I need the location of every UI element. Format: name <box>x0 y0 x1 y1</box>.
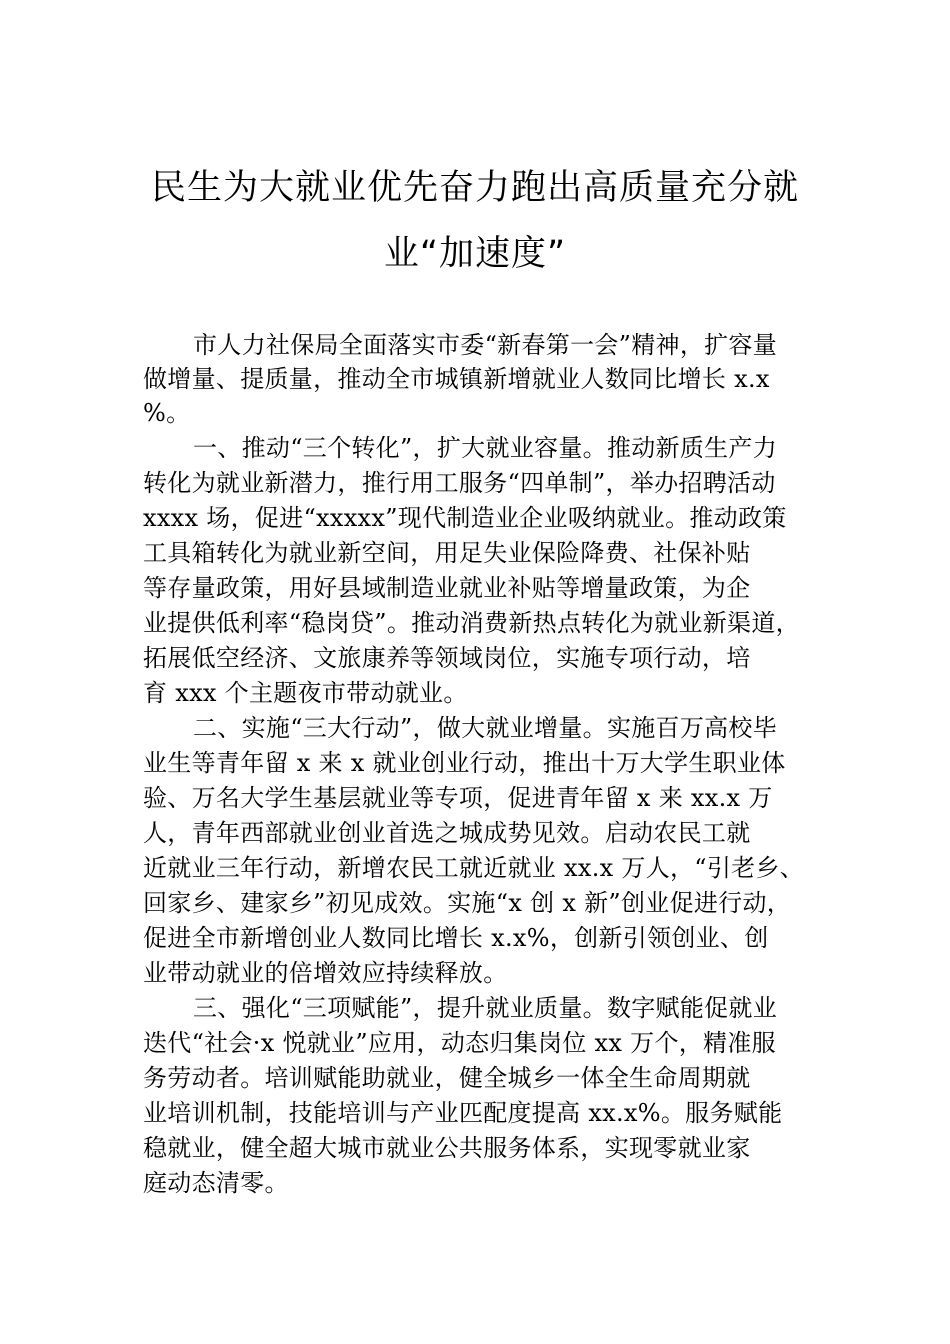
body-line: 育 xxx 个主题夜市带动就业。 <box>143 679 468 707</box>
body-line: 市人力社保局全面落实市委“新春第一会”精神，扩容量 <box>193 331 778 359</box>
body-line: 拓展低空经济、文旅康养等领域岗位，实施专项行动，培 <box>143 644 751 672</box>
body-line: 业生等青年留 x 来 x 就业创业行动，推出十万大学生职业体 <box>143 749 786 777</box>
body-line: 业培训机制，技能培训与产业匹配度提高 xx.x%。服务赋能 <box>143 1099 783 1127</box>
body-line: xxxx 场，促进“xxxxx”现代制造业企业吸纳就业。推动政策 <box>143 504 787 532</box>
body-line: 一、推动“三个转化”，扩大就业容量。推动新质生产力 <box>193 434 778 462</box>
body-line: 等存量政策，用好县域制造业就业补贴等增量政策，为企 <box>143 574 751 602</box>
body-line: 二、实施“三大行动”，做大就业增量。实施百万高校毕 <box>193 714 778 742</box>
body-line: 人，青年西部就业创业首选之城成势见效。启动农民工就 <box>143 819 751 847</box>
body-line: 稳就业，健全超大城市就业公共服务体系，实现零就业家 <box>143 1134 751 1162</box>
body-line: 务劳动者。培训赋能助就业，健全城乡一体全生命周期就 <box>143 1064 751 1092</box>
document-title-line-2: 业“加速度” <box>383 234 567 274</box>
body-line: 近就业三年行动，新增农民工就近就业 xx.x 万人，“引老乡、 <box>143 854 805 882</box>
body-line: 做增量、提质量，推动全市城镇新增就业人数同比增长 x.x <box>143 365 770 393</box>
body-line: 回家乡、建家乡”初见成效。实施“x 创 x 新”创业促进行动， <box>143 889 792 917</box>
body-line: 业带动就业的倍增效应持续释放。 <box>143 959 508 987</box>
body-line: 工具箱转化为就业新空间，用足失业保险降费、社保补贴 <box>143 539 751 567</box>
body-line: 三、强化“三项赋能”，提升就业质量。数字赋能促就业 <box>193 994 778 1022</box>
body-line: 迭代“社会·x 悦就业”应用，动态归集岗位 xx 万个，精准服 <box>143 1029 776 1057</box>
body-line: 验、万名大学生基层就业等专项，促进青年留 x 来 xx.x 万 <box>143 784 773 812</box>
body-line: 业提供低利率“稳岗贷”。推动消费新热点转化为就业新渠道， <box>143 609 800 637</box>
body-line: %。 <box>143 399 191 427</box>
body-line: 转化为就业新潜力，推行用工服务“四单制”，举办招聘活动 <box>143 469 776 497</box>
body-line: 促进全市新增创业人数同比增长 x.x%，创新引领创业、创 <box>143 924 769 952</box>
body-line: 庭动态清零。 <box>143 1169 289 1197</box>
document-title-line-1: 民生为大就业优先奋力跑出高质量充分就 <box>150 168 799 208</box>
